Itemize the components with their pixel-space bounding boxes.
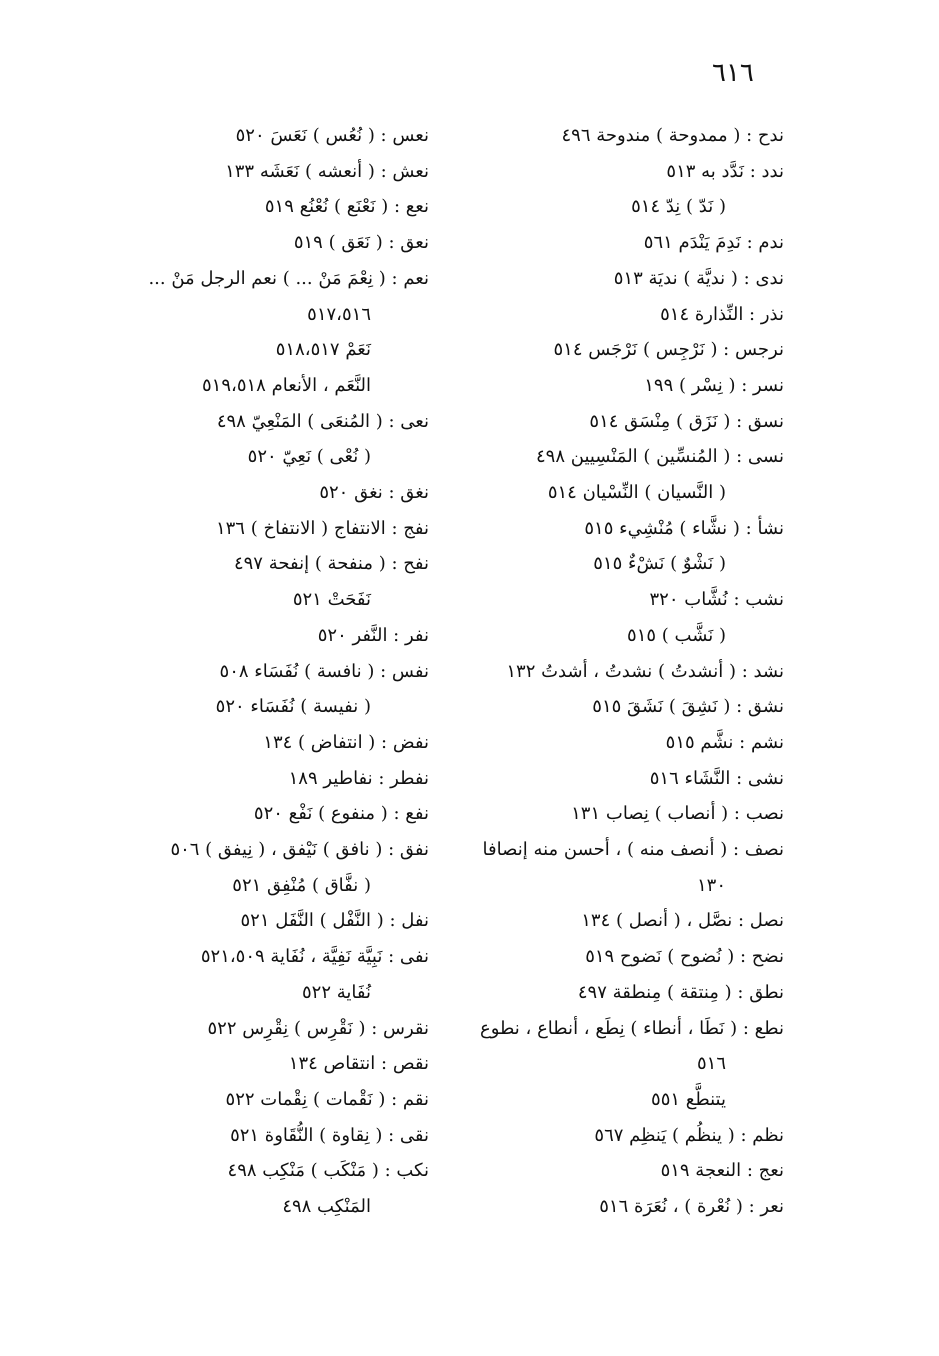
index-column-left xyxy=(59,118,429,1225)
index-entry: نفى : نَبِيَّة نَفِيَّة ، نُفَاية ٥٢١،٥٠٩ xyxy=(200,946,429,968)
index-entry: نعى : ( المُنعَى ) المَنْعِيّ ٤٩٨ xyxy=(216,410,429,432)
index-subentry: ( نَشْوٌ ) نَشْءٌ ٥١٥ xyxy=(593,553,726,575)
index-entry: نكب : ( مَنْكَب ) مَنْكِب ٤٩٨ xyxy=(227,1160,429,1182)
index-subentry: ( نُعْى ) نَعِيّ ٥٢٠ xyxy=(247,446,371,468)
index-entry: نفج : الانتفاج ( الانتفاخ ) ١٣٦ xyxy=(215,517,429,539)
index-entry: نعش : ( أنعشه ) نَعَشَه ١٣٣ xyxy=(225,160,429,182)
page-number: ٦١٦ xyxy=(712,58,754,88)
index-entry: ندح : ( ممدوحة ) مندوحة ٤٩٦ xyxy=(561,125,784,146)
index-entry: نفع : ( منفوع ) نَفْع ٥٢٠ xyxy=(253,803,429,825)
index-entry: نصب : ( أنصاب ) نِصاب ١٣١ xyxy=(571,803,784,825)
index-entry: نقى : ( نِقاوة ) النُّقَاوة ٥٢١ xyxy=(230,1124,429,1146)
index-entry: نقرس : ( نَقْرِس ) نِقْرِس ٥٢٢ xyxy=(207,1017,429,1039)
index-subentry: ( نَشَّب ) ٥١٥ xyxy=(627,624,726,646)
index-entry: نفطر : نفاطير ١٨٩ xyxy=(288,767,429,789)
index-subentry: ( النَّسيان ) النِّسْيان ٥١٤ xyxy=(547,482,726,504)
index-entry: نقص : انتقاص ١٣٤ xyxy=(288,1053,429,1075)
index-entry: نشأ : ( نشَّاء ) مُنْشِيء ٥١٥ xyxy=(584,517,784,539)
index-entry: نشى : النَّشَاء ٥١٦ xyxy=(649,767,784,789)
index-entry: نضح : ( نُضوح ) نَضوح ٥١٩ xyxy=(585,946,784,968)
index-subentry: ( نفيسة ) نُفَسَاء ٥٢٠ xyxy=(215,696,371,718)
index-entry: نعع : ( نَعْنَع ) نُعْنُع ٥١٩ xyxy=(264,196,429,218)
index-subentry: ٥١٧،٥١٦ xyxy=(307,303,371,325)
index-subentry: نَفَحَتْ ٥٢١ xyxy=(292,589,371,611)
index-entry: ندد : نَدَّد به ٥١٣ xyxy=(666,160,784,182)
index-entry: نصل : نصَّل ، ( أنصل ) ١٣٤ xyxy=(581,910,784,932)
index-entry: نذر : النِّذارة ٥١٤ xyxy=(660,303,784,325)
index-entry: نعم : ( نِعْمَ مَنْ ... ) نعم الرجل مَنْ ... xyxy=(148,267,429,289)
index-subentry: نُفَاية ٥٢٢ xyxy=(302,981,371,1003)
index-entry: نصف : ( أنصف منه ) ، أحسن منه إنصافا xyxy=(482,839,784,861)
index-entry: ندى : ( نديَّة ) نديَة ٥١٣ xyxy=(613,267,784,289)
index-column-right xyxy=(464,118,784,1225)
index-entry: نسر : ( نِسْر ) ١٩٩ xyxy=(644,374,784,396)
index-entry: نظم : ( ينظُم ) يَنظِم ٥٦٧ xyxy=(594,1124,784,1146)
index-entry: نشد : ( أنشدتُ ) نشدتُ ، أشدتُ ١٣٢ xyxy=(506,660,784,682)
index-subentry: ٥١٦ xyxy=(696,1053,726,1075)
index-entry: نعج : النعجة ٥١٩ xyxy=(660,1160,784,1182)
index-subentry: النَّعَم ، الأنعام ٥١٩،٥١٨ xyxy=(202,374,371,396)
index-entry: نشم : نشَّم ٥١٥ xyxy=(665,731,784,753)
index-subentry: المَنْكِب ٤٩٨ xyxy=(282,1196,371,1218)
index-entry: نفر : النَّفر ٥٢٠ xyxy=(317,624,429,646)
index-subentry: نَعَمْ ٥١٨،٥١٧ xyxy=(275,339,371,361)
index-entry: نشب : نُشَّاب ٣٢٠ xyxy=(649,589,784,611)
index-entry: نفح : ( منفحة ) إنفحة ٤٩٧ xyxy=(233,553,429,575)
index-entry: نعق : ( نَعَق ) ٥١٩ xyxy=(293,232,429,254)
index-entry: نغق : نغق ٥٢٠ xyxy=(319,482,429,504)
index-entry: نفض : ( انتفاض ) ١٣٤ xyxy=(263,731,429,753)
index-subentry: ( نَدّ ) نِدّ ٥١٤ xyxy=(631,196,726,218)
index-entry: نرجس : ( نَرْجِس ) نَرْجَس ٥١٤ xyxy=(553,339,784,361)
index-entry: ندم : نَدِمَ يَنْدَم ٥٦١ xyxy=(643,232,784,254)
index-entry: نسى : ( المُنسِّين ) المَنْسِيين ٤٩٨ xyxy=(536,446,784,468)
index-entry: نفق : ( نافق ) نَيْفق ، ( نِيفق ) ٥٠٦ xyxy=(170,839,429,861)
index-entry: نسق : ( نَزَق ) مِنْسَق ٥١٤ xyxy=(589,410,784,432)
index-entry: نفل : ( النَّفْل ) النَّفَل ٥٢١ xyxy=(240,910,429,932)
index-subentry: يتنطَّع ٥٥١ xyxy=(651,1088,726,1110)
index-subentry: ( نفَّاق ) مُنْفِق ٥٢١ xyxy=(232,874,371,896)
index-entry: نقم : ( نَقْمات ) نِقْمات ٥٢٢ xyxy=(225,1088,429,1110)
index-subentry: ١٣٠ xyxy=(696,874,726,896)
index-entry: نعس : ( نُعُس ) نَعَسَ ٥٢٠ xyxy=(235,125,429,146)
index-entry: نفس : ( نافسة ) نُفَسَاء ٥٠٨ xyxy=(219,660,429,682)
index-entry: نطع : ( نَطَا ، أنطاء ) نِطَع ، أنطاع ، نطوع xyxy=(480,1017,784,1039)
index-entry: نعر : ( نُعْرة ) ، نُعَرَة ٥١٦ xyxy=(599,1196,784,1218)
index-entry: نطق : ( مِنتقة ) مِنطقة ٤٩٧ xyxy=(577,981,784,1003)
index-entry: نشق : ( نَشِقَ ) نَشَقَ ٥١٥ xyxy=(592,696,784,718)
